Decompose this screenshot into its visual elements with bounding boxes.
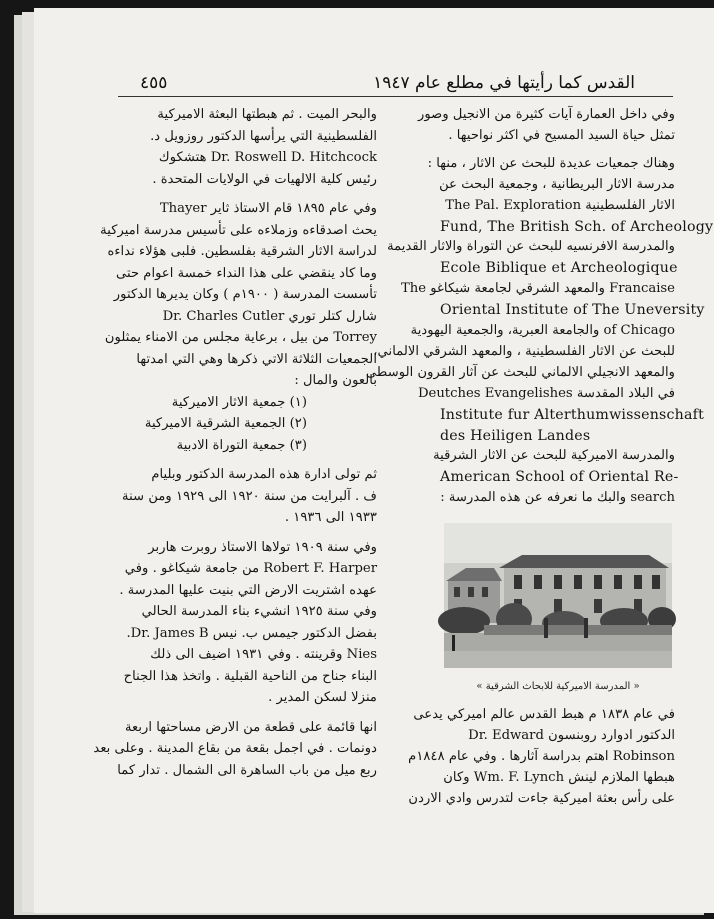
text-line: الجمعيات الثلاثة الاتي ذكرها وهي التي امدتها xyxy=(136,351,377,367)
text-line: search والبك ما نعرفه عن هذه المدرسة : xyxy=(440,490,675,506)
text-line: وفي عام ١٨٩٥ قام الاستاذ ثاير Thayer xyxy=(159,201,377,216)
text-line: des Heiligen Landes xyxy=(440,427,591,444)
text-line: وفي داخل العمارة آيات كثيرة من الانجيل وصور xyxy=(417,107,675,122)
text-line: عهده اشتريت الارض التي بنيت عليها المدرسة . xyxy=(119,582,377,598)
running-header xyxy=(118,73,673,95)
text-line: تمثل حياة السيد المسيح في اكثر نواحيها . xyxy=(448,127,675,143)
text-line: ف . آلبرايت من سنة ١٩٢٠ الى ١٩٢٩ ومن سنة xyxy=(122,488,377,504)
text-line: الدكتور ادوارد روبنسون Dr. Edward xyxy=(468,728,675,743)
text-line: دونمات . في اجمل بقعة من بقاع المدينة . وعلى بعد xyxy=(93,741,377,756)
text-line: وفي سنة ١٩٢٥ انشيء بناء المدرسة الحالي xyxy=(141,604,377,619)
text-line: مدرسة الاثار البريطانية ، وجمعية البحث عن xyxy=(439,176,675,192)
photo-caption: « المدرسة الاميركية للابحاث الشرقية » xyxy=(476,681,640,692)
text-line: والبحر الميت . ثم هبطتها البعثة الاميركية xyxy=(157,107,377,122)
text-line: (٢) الجمعية الشرقية الاميركية xyxy=(144,416,307,431)
page-number: ٤٥٥ xyxy=(140,73,168,93)
text-line: انها قائمة على قطعة من الارض مساحتها اربعة xyxy=(124,719,377,735)
text-line: (١) جمعية الاثار الاميركية xyxy=(171,394,307,410)
text-line: شارل كتلر توري Dr. Charles Cutler xyxy=(162,308,377,324)
text-line: Oriental Institute of The Uneversity xyxy=(440,302,705,319)
text-line: Robinson اهتم بدراسة آثارها . وفي عام ١٨٤٨م xyxy=(408,749,675,764)
text-line: Francaise والمعهد الشرقي لجامعة شيكاغو The xyxy=(400,281,675,297)
text-line: البناء جناح من الناحية القبلية . واتخذ هذا الجناح xyxy=(123,668,377,684)
text-line: Dr. Roswell D. Hitchcock هتشكوك xyxy=(158,150,377,165)
text-line: بفضل الدكتور جيمس ب. نيس Dr. James B. xyxy=(126,625,377,641)
text-line: والمدرسة الافرنسيه للبحث عن التوراة والاثار القديمة xyxy=(387,239,675,255)
text-line: الفلسطينية التي يرأسها الدكتور روزويل د. xyxy=(150,128,377,144)
text-line: American School of Oriental Re- xyxy=(440,469,679,486)
text-line: of Chicago والجامعة العبرية، والجمعية اليهودية xyxy=(410,323,675,338)
text-line: في البلاد المقدسة Deutches Evangelishes xyxy=(417,385,675,401)
text-line: لدراسة الاثار الشرقية بفلسطين. فلبى هؤلاء نداءه xyxy=(107,244,377,259)
text-line: ثم تولى ادارة هذه المدرسة الدكتور وبليام xyxy=(151,467,377,482)
text-line: وفي سنة ١٩٠٩ تولاها الاستاذ روبرت هاربر xyxy=(148,539,377,555)
header-rule xyxy=(118,96,673,97)
text-line: ١٩٣٣ الى ١٩٣٦ . xyxy=(284,510,377,525)
text-line: Torrey من بيل ، برعاية مجلس من الامناء يمثلون xyxy=(104,330,377,345)
running-title: القدس كما رأيتها في مطلع عام ١٩٤٧ xyxy=(373,73,635,93)
text-line: ربع ميل من باب الساهرة الى الشمال . تدار كما xyxy=(117,762,377,778)
text-line: Institute fur Alterthumwissenschaft xyxy=(440,406,705,423)
text-line: هبطها الملازم لينش Wm. F. Lynch وكان xyxy=(443,770,675,785)
text-line: وهناك جمعيات عديدة للبحث عن الاثار ، منها : xyxy=(427,155,675,171)
text-line: رئيس كلية الالهيات في الولايات المتحدة . xyxy=(152,171,377,187)
text-line: في عام ١٨٣٨ م هبط القدس عالم اميركي يدعى xyxy=(413,707,675,722)
school-building-photo xyxy=(444,523,672,668)
text-line: تأسست المدرسة ( ١٩٠٠م ) وكان يديرها الدكتور xyxy=(113,287,377,302)
text-line: على رأس بعثة اميركية جاءت لتدرس وادي الاردن xyxy=(408,791,675,806)
text-line: Nies وقرينته . وفي ١٩٣١ اضيف الى ذلك xyxy=(150,647,377,662)
text-line: وما كاد ينقضي على هذا النداء خمسة اعوام حتى xyxy=(115,265,377,281)
text-line: للبحث عن الاثار الفلسطينية ، والمعهد الشرقي الالماني، xyxy=(373,343,675,359)
text-line: بالعون والمال : xyxy=(294,373,377,388)
text-line: والمعهد الانجيلي الالماني للبحث عن آثار القرون الوسطى xyxy=(365,364,675,380)
text-line: والمدرسة الاميركية للبحث عن الاثار الشرقية xyxy=(433,448,675,464)
text-line: منزلا لسكن المدير . xyxy=(268,690,377,705)
text-line: Robert F. Harper من جامعة شيكاغو . وفي xyxy=(124,561,377,576)
text-line: الاثار الفلسطينية The Pal. Exploration xyxy=(445,197,675,213)
text-line: Ecole Biblique et Archeologique xyxy=(440,260,678,277)
text-line: يحث اصدقاءه وزملاءه على تأسيس مدرسة اميركية xyxy=(100,222,377,238)
text-line: (٣) جمعية التوراة الادبية xyxy=(176,437,307,453)
text-line: Fund, The British Sch. of Archeology xyxy=(440,218,714,235)
